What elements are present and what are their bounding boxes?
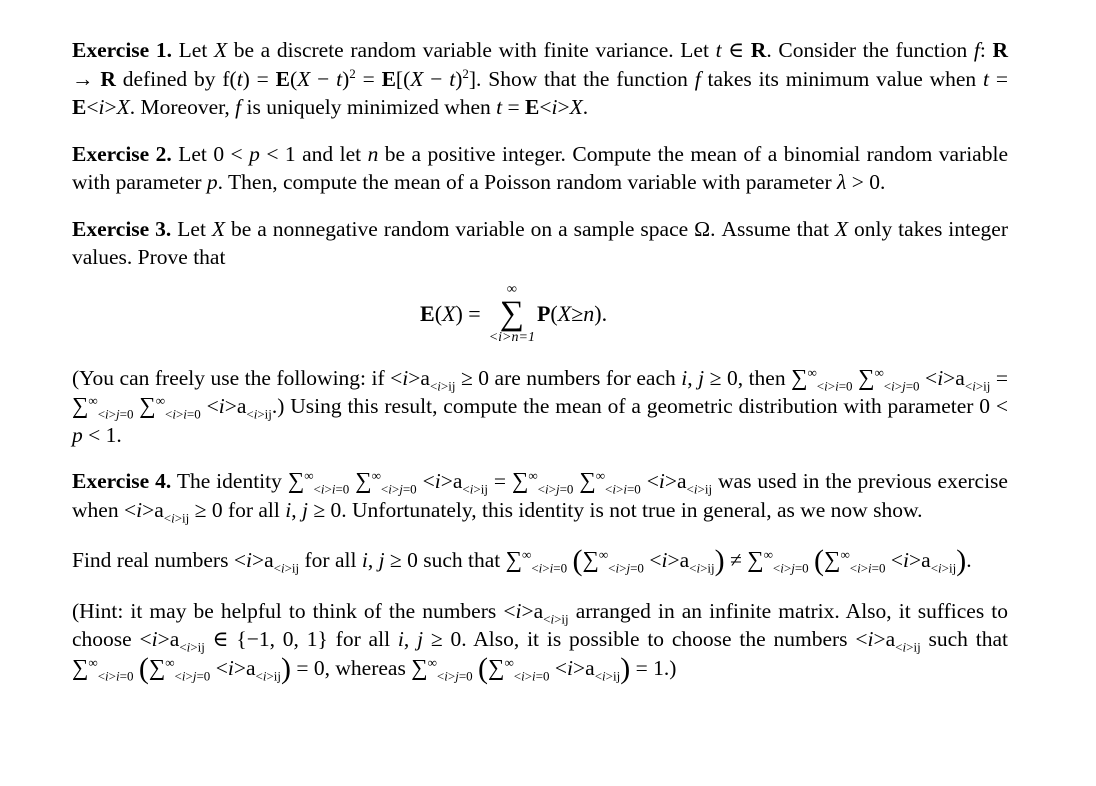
exercise-4-task: Find real numbers $<i>a_{<i>ij}$ for all i, j ≥ 0 such that $\sum^\infty_{<i>i=0}$ $(\sum^\infty_{<i>j=0} <i>a_{<i>ij}) \ne \sum^\infty_{<i>j=0}$ $(\sum^\infty_{<i>i=0} <i>a_{<i>ij})$. [72, 544, 972, 577]
exercise-1: Exercise 1. Let X be a discrete random variable with finite variance. Let t ∈ R. Consider the function f: R → R defined by $f(t) = E(X - t)^2 = E[(X - t)^2]$. Show that the function f takes its minimum value when t = E<i>X. Moreover, f is uniquely minimized when t = E<i>X. [72, 38, 1008, 119]
exercise-2-heading: Exercise 2. [72, 141, 172, 166]
exercise-3: Exercise 3. Let X be a nonnegative random variable on a sample space Ω. Assume that X only takes integer values. Prove that [72, 216, 1009, 269]
exercise-4-heading: Exercise 4. [72, 469, 172, 493]
exercise-3-note: (You can freely use the following: if $<i>a_{<i>ij} \ge 0$ are numbers for each i, j ≥ 0, then $\sum^\infty_{<i>i=0}$ $\sum^\infty_{<i>j=0} <i>a_{<i>ij} = \sum^\infty_{<i>j=0}$ $\sum^\infty_{<i>i=0} <i>a_{<i>ij}$.) Using this result, compute the mean of a geometric distribution with parameter 0 < p < 1. [72, 364, 1009, 447]
exercise-4: Exercise 4. The identity $\sum^\infty_{<i>i=0}$ $\sum^\infty_{<i>j=0} <i>a_{<i>ij} = \sum^\infty_{<i>j=0}$ $\sum^\infty_{<i>i=0} <i>a_{<i>ij}$ was used in the previous exercise when $<i>a_{<i>ij} \ge 0$ for all i, j ≥ 0. Unfortunately, this identity is not true in general, as we now show. [72, 467, 1008, 525]
exercise-1-heading: Exercise 1. [72, 38, 172, 62]
exercise-2: Exercise 2. Let 0 < p < 1 and let n be a positive integer. Compute the mean of a binomial random variable with parameter p. Then, compute the mean of a Poisson random variable with parameter λ > 0. [72, 141, 1008, 194]
exercise-3-heading: Exercise 3. [72, 216, 172, 241]
exercise-4-hint: (Hint: it may be helpful to think of the numbers $<i>a_{<i>ij}$ arranged in an infinite matrix. Also, it suffices to choose $<i>a_{<i>ij}$ ∈ {−1, 0, 1} for all i, j ≥ 0. Also, it is possible to choose the numbers $<i>a_{<i>ij}$ such that $\sum^\infty_{<i>i=0}$ $(\sum^\infty_{<i>j=0} <i>a_{<i>ij}) = 0$, whereas $\sum^\infty_{<i>j=0}$ $(\sum^\infty_{<i>i=0} <i>a_{<i>ij}) = 1$.) [72, 598, 1008, 685]
display-equation: E ( X ) = ∞ ∑ <i>n=1 P ( X ≥ n ). [420, 281, 608, 345]
